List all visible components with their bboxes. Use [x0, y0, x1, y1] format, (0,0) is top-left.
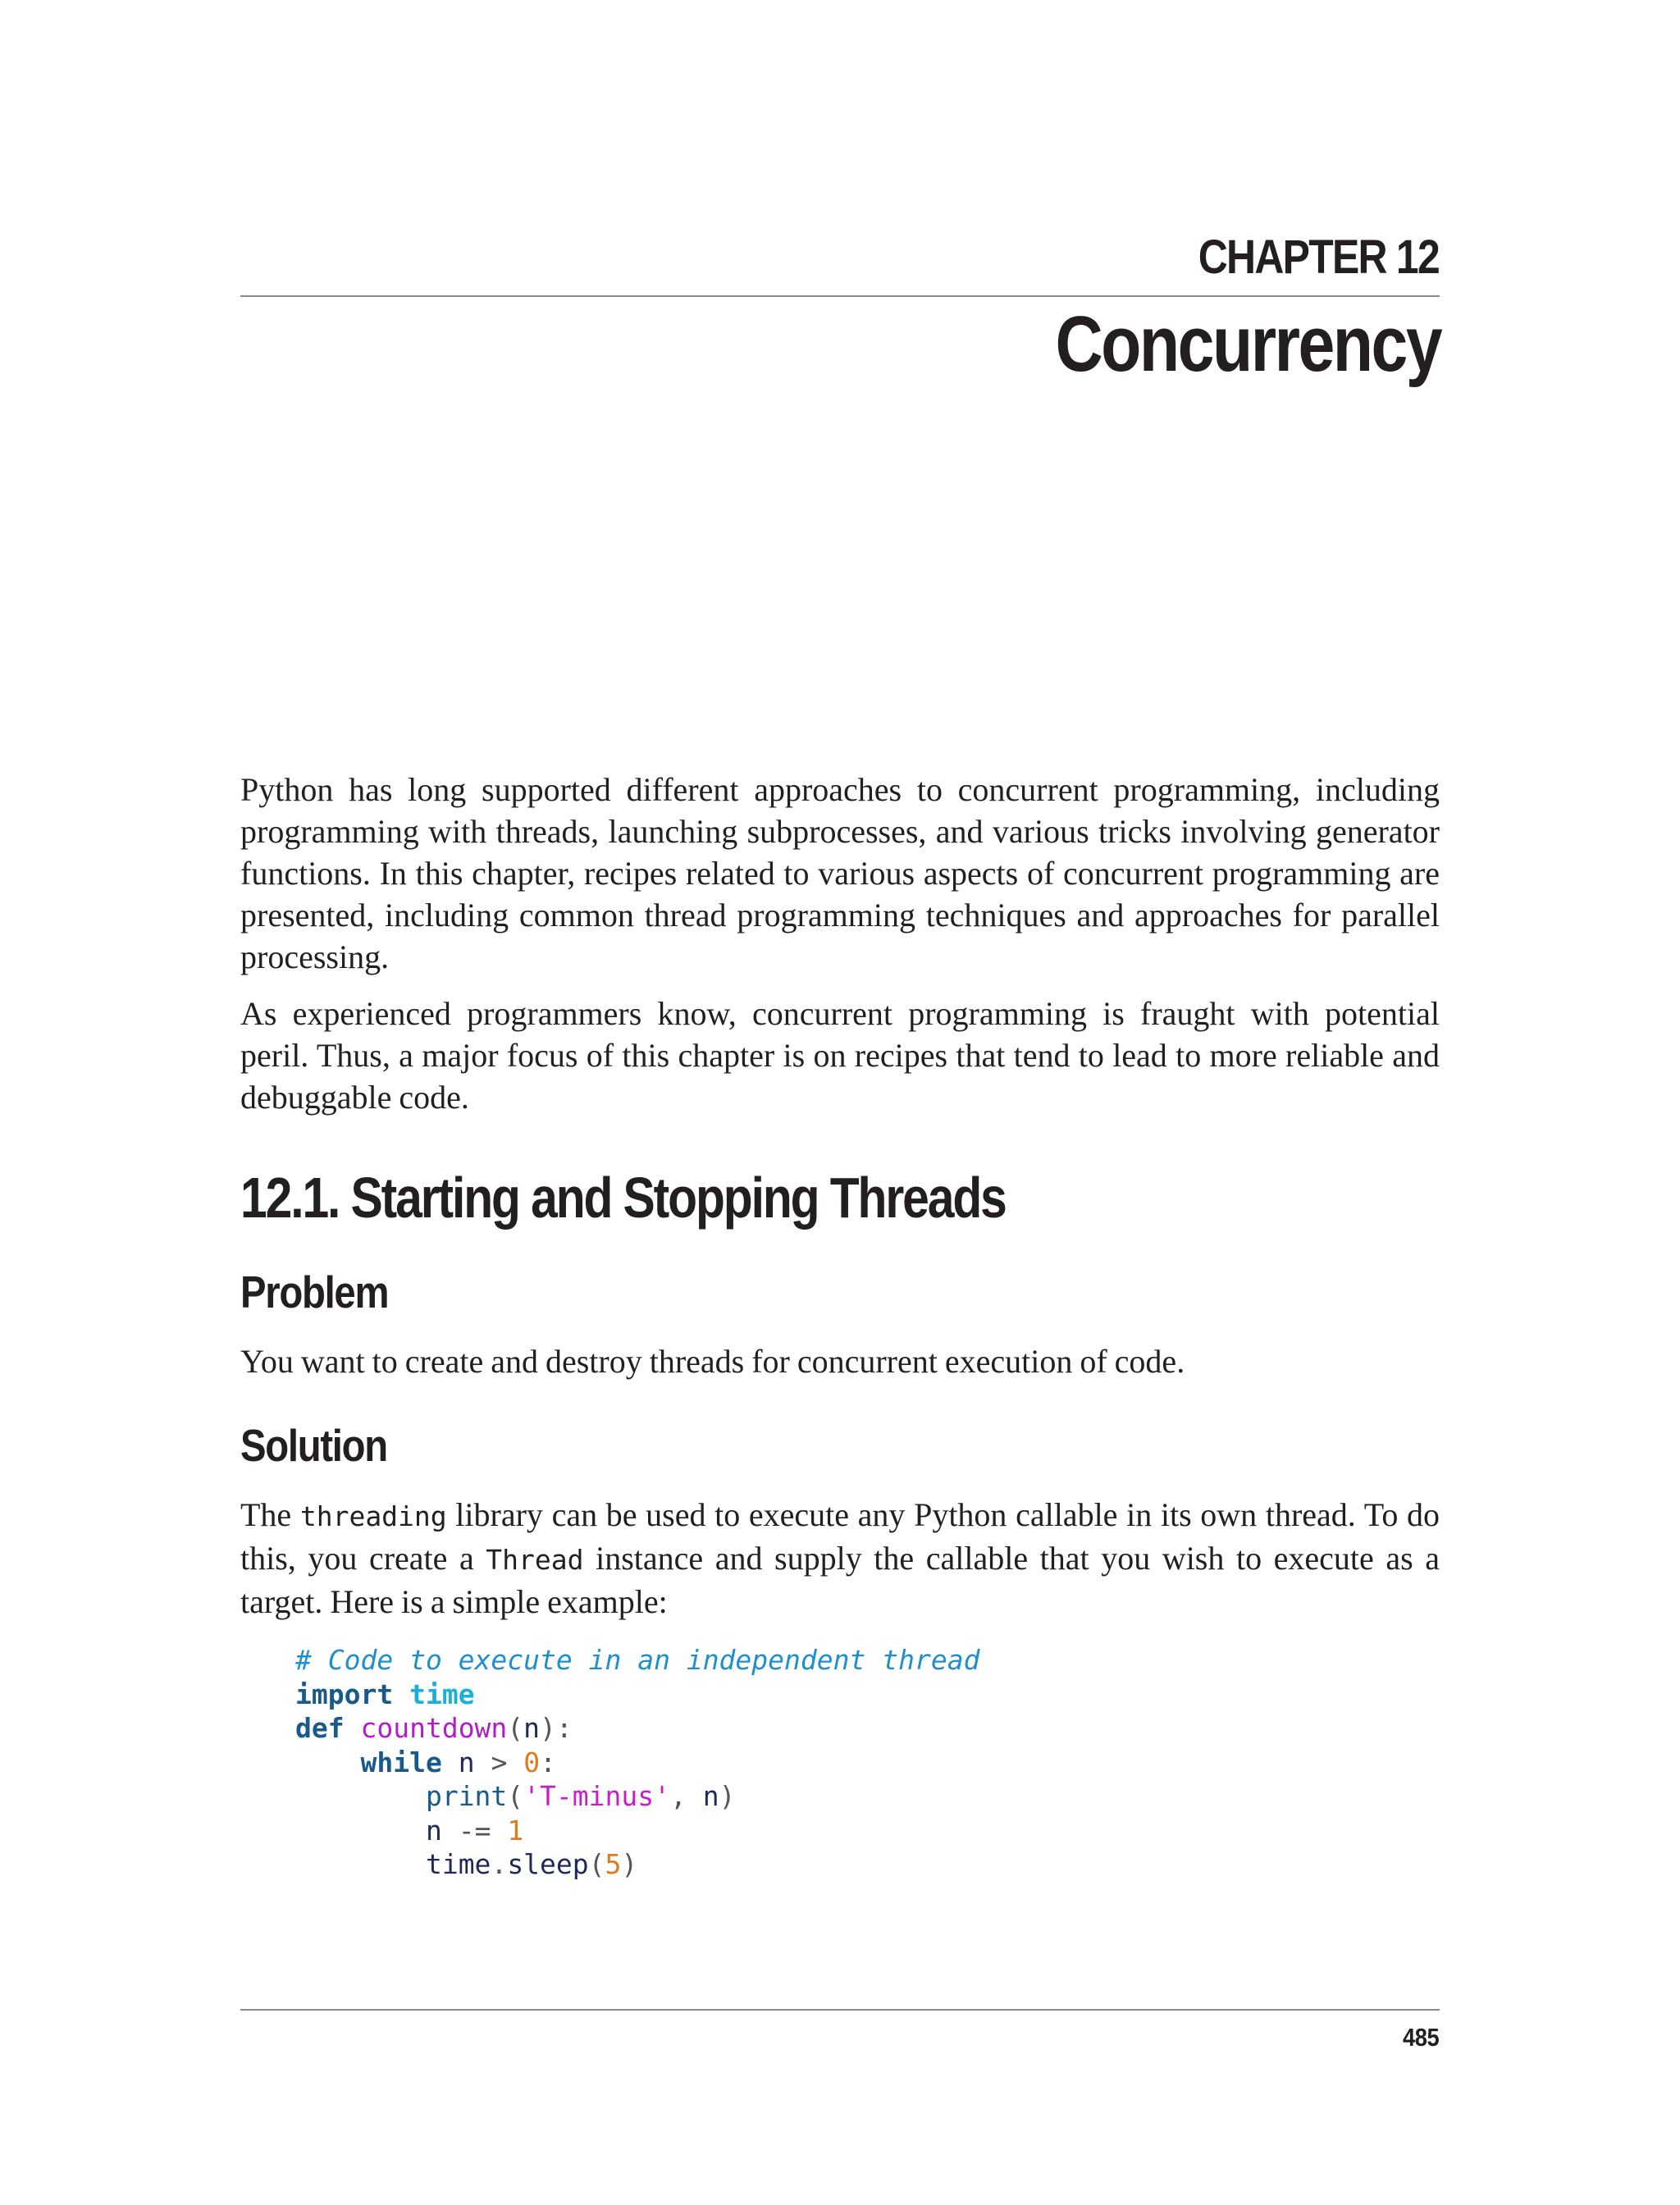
- code-line: import time: [295, 1678, 475, 1710]
- chapter-divider: [240, 295, 1440, 297]
- inline-code-threading: threading: [299, 1500, 447, 1532]
- intro-paragraph-1: Python has long supported different approaches to concurrent programming, including programming with threads, launching subprocesses, and various tricks involving generator functions. In this chapter, recipes related to various aspects of concurrent programming are presented, including common thread programming techniques and approaches for parallel processing.: [240, 771, 1440, 975]
- chapter-label: CHAPTER 12: [1198, 231, 1439, 284]
- intro-text: [240, 769, 1440, 1118]
- code-line: n -= 1: [425, 1814, 524, 1847]
- problem-text: You want to create and destroy threads for concurrent execution of code.: [240, 1343, 1185, 1380]
- problem-heading: Problem: [240, 1267, 389, 1317]
- code-line: # Code to execute in an independent thread: [295, 1644, 980, 1676]
- solution-text-part-1: The: [240, 1496, 300, 1533]
- problem-block: [240, 1340, 1440, 1382]
- solution-text-part-3: instance and supply the callable that you wish to execute as a target. Here is a simple example:: [240, 1540, 1440, 1620]
- code-example: [295, 1643, 979, 1882]
- code-line: print('T-minus', n): [425, 1780, 736, 1812]
- intro-paragraph-2: As experienced programmers know, concurrent programming is fraught with potential peril. Thus, a major focus of this chapter is on recipes that tend to lead to more reliable and debuggable code.: [240, 995, 1440, 1116]
- chapter-title: Concurrency: [1055, 300, 1440, 388]
- footer-divider: [240, 2009, 1440, 2011]
- code-line: def countdown(n):: [295, 1712, 573, 1744]
- page-number: 485: [1402, 2023, 1439, 2052]
- code-line: time.sleep(5): [425, 1848, 638, 1880]
- solution-block: [240, 1494, 1440, 1623]
- section-heading: 12.1. Starting and Stopping Threads: [240, 1166, 1006, 1230]
- code-line: while n > 0:: [360, 1746, 556, 1778]
- solution-text-part-2: library can be used to execute any Python callable in its own thread. To do this, you create a: [240, 1496, 1440, 1577]
- inline-code-thread: Thread: [486, 1544, 584, 1576]
- solution-text: [240, 1494, 1440, 1623]
- solution-heading: Solution: [240, 1420, 387, 1471]
